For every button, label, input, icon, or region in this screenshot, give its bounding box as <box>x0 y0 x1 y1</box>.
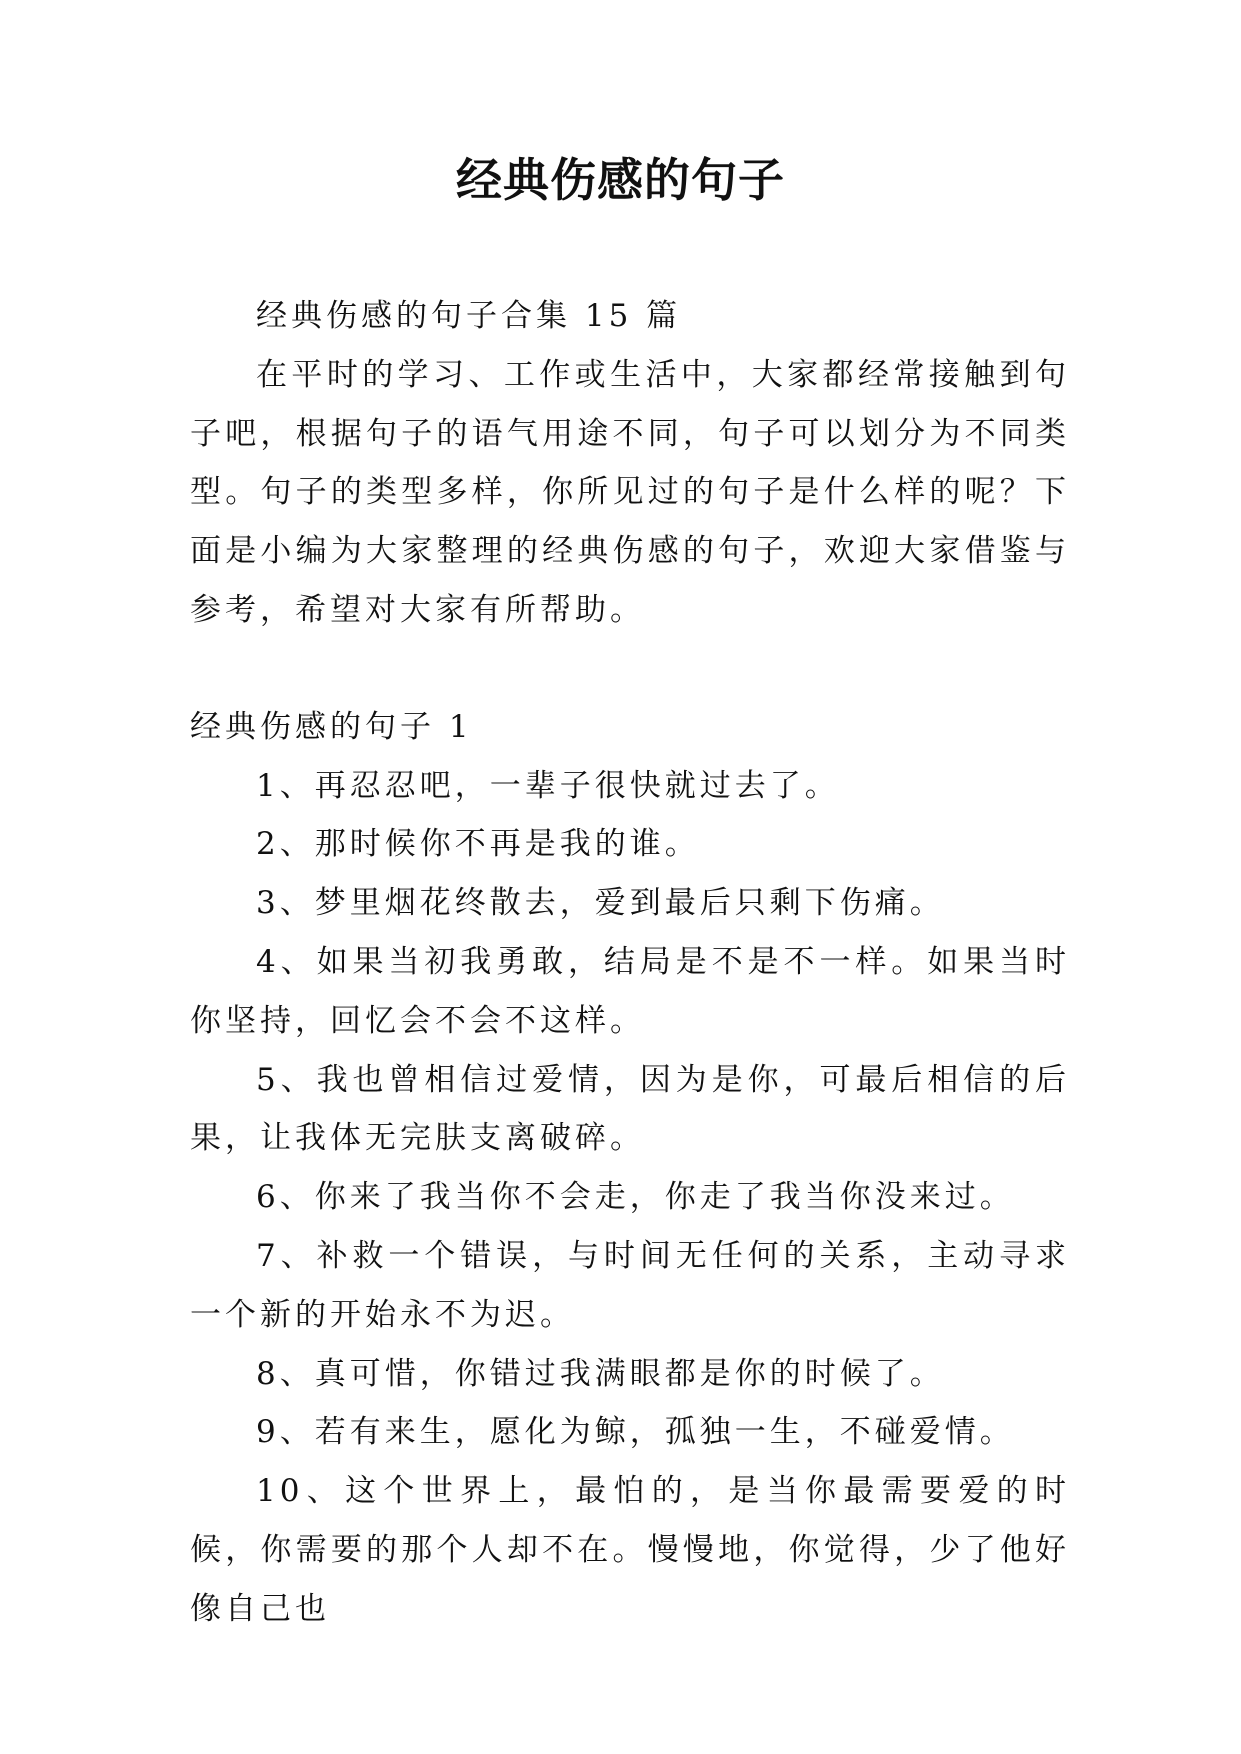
intro-paragraph: 在平时的学习、工作或生活中，大家都经常接触到句子吧，根据句子的语气用途不同，句子可以划分为不同类型。句子的类型多样，你所见过的句子是什么样的呢？下面是小编为大家整理的经典伤感的句子，欢迎大家借鉴与参考，希望对大家有所帮助。 <box>190 356 1070 628</box>
document-title: 经典伤感的句子 <box>456 153 785 207</box>
sentence-item-5: 5、我也曾相信过爱情，因为是你，可最后相信的后果，让我体无完肤支离破碎。 <box>190 1061 1070 1157</box>
sentence-item-9: 9、若有来生，愿化为鲸，孤独一生，不碰爱情。 <box>256 1414 1015 1451</box>
sentence-item-4: 4、如果当初我勇敢，结局是不是不一样。如果当时你坚持，回忆会不会不这样。 <box>190 943 1070 1039</box>
sentence-item-6: 6、你来了我当你不会走，你走了我当你没来过。 <box>256 1179 1015 1216</box>
sentence-item-10: 10、这个世界上，最怕的，是当你最需要爱的时候，你需要的那个人却不在。慢慢地，你觉得，少了他好像自己也 <box>190 1473 1070 1627</box>
sentence-item-2: 2、那时候你不再是我的谁。 <box>256 826 700 863</box>
document-subtitle: 经典伤感的句子合集 15 篇 <box>256 298 682 334</box>
document-body <box>190 287 1070 1639</box>
sentence-item-3: 3、梦里烟花终散去，爱到最后只剩下伤痛。 <box>256 885 945 922</box>
section-heading: 经典伤感的句子 1 <box>190 708 473 745</box>
section-spacer <box>190 640 1070 698</box>
sentence-item-8: 8、真可惜，你错过我满眼都是你的时候了。 <box>256 1355 945 1392</box>
sentence-item-7: 7、补救一个错误，与时间无任何的关系，主动寻求一个新的开始永不为迟。 <box>190 1237 1070 1333</box>
sentence-item-1: 1、再忍忍吧，一辈子很快就过去了。 <box>256 767 840 804</box>
